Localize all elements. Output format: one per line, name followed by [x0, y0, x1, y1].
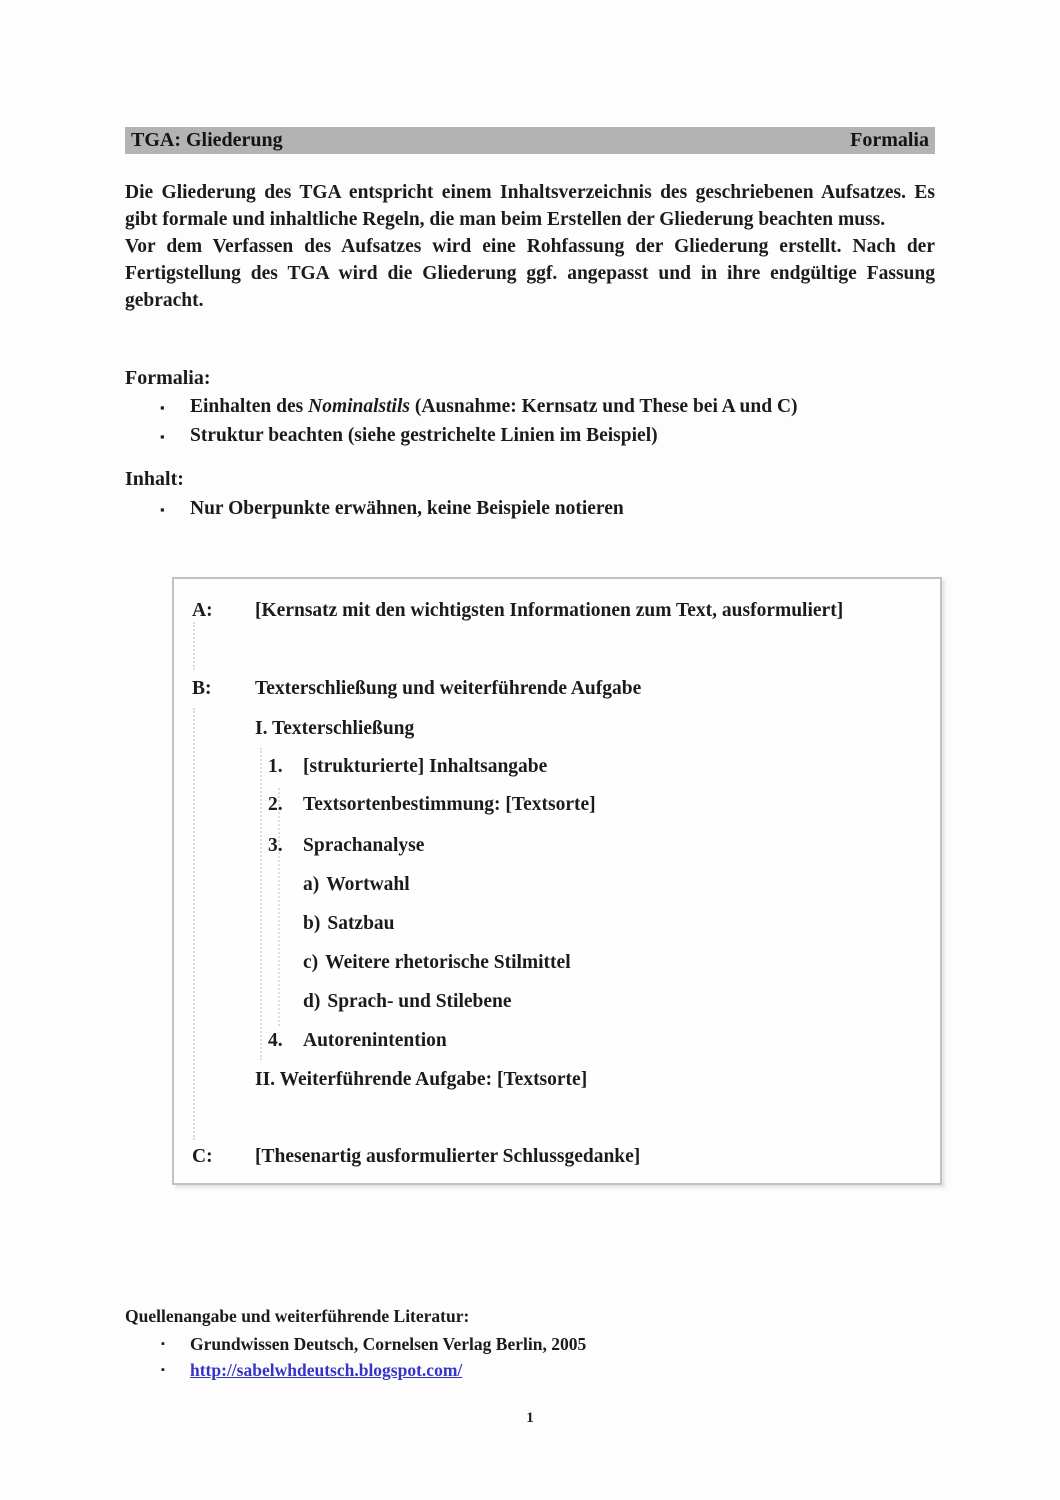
outline-text: Satzbau: [327, 913, 395, 934]
outline-section-1: I. Texterschließung: [255, 718, 415, 739]
item-number: 4.: [268, 1030, 283, 1051]
list-item: [125, 392, 955, 421]
list-item-text: Struktur beachten (siehe gestrichelte Linien im Beispiel): [190, 425, 658, 446]
list-item: [125, 494, 955, 523]
structure-dashed-line: [193, 622, 195, 670]
list-item-text: (Ausnahme: Kernsatz und These bei A und C): [410, 396, 798, 417]
bullet-icon: ▪: [160, 429, 165, 444]
outline-item-3: [268, 835, 424, 857]
outline-item-4: [268, 1030, 447, 1052]
outline-subitem-a: [303, 874, 410, 896]
bullet-icon: ▪: [161, 1338, 165, 1350]
outline-subitem-d: [303, 991, 512, 1013]
outline-box: [172, 577, 942, 1185]
item-number: 1.: [268, 756, 283, 777]
paragraph-2: Vor dem Verfassen des Aufsatzes wird eine Rohfassung der Gliederung erstellt. Nach der Fertigstellung des TGA wird die Gliederung ggf. angepasst und in ihre endgültige Fassung gebracht.: [125, 236, 935, 311]
structure-dashed-line: [278, 788, 280, 1026]
structure-dashed-line: [260, 748, 262, 1060]
outline-item-2: [268, 794, 596, 816]
source-link[interactable]: http://sabelwhdeutsch.blogspot.com/: [190, 1360, 463, 1380]
item-letter: c): [303, 952, 319, 973]
list-item-italic-text: Nominalstils: [308, 396, 410, 417]
outline-text: Autorenintention: [303, 1030, 447, 1051]
sources-list: [125, 1331, 885, 1383]
outline-row-c: [192, 1146, 640, 1168]
outline-text: Sprachanalyse: [303, 835, 425, 856]
sources-heading: Quellenangabe und weiterführende Literatur:: [125, 1306, 470, 1326]
outline-item-1: [268, 756, 547, 778]
doc-title: TGA: Gliederung: [131, 129, 283, 151]
outline-subitem-b: [303, 913, 395, 935]
outline-row-a: [192, 600, 843, 622]
outline-row-b: [192, 678, 641, 700]
paragraph-1: Die Gliederung des TGA entspricht einem Inhaltsverzeichnis des geschriebenen Aufsatzes. Es gibt formale und inhaltliche Regeln, die man beim Erstellen der Gliederung beachten muss.: [125, 182, 935, 230]
item-letter: d): [303, 991, 321, 1012]
formalia-list: [125, 392, 955, 450]
page-number: 1: [526, 1410, 534, 1426]
outline-text: Sprach- und Stilebene: [327, 991, 512, 1012]
list-item: [125, 1331, 885, 1357]
header-category-label: Formalia: [850, 129, 929, 151]
formalia-heading: Formalia:: [125, 367, 211, 389]
outline-text: [strukturierte] Inhaltsangabe: [303, 756, 548, 777]
outline-text: Texterschließung und weiterführende Aufgabe: [255, 678, 642, 699]
inhalt-heading: Inhalt:: [125, 468, 184, 490]
bullet-icon: ▪: [160, 502, 165, 517]
bullet-icon: ▪: [160, 400, 165, 415]
list-item: [125, 421, 955, 450]
list-item: [125, 1357, 885, 1383]
item-letter: a): [303, 874, 320, 895]
header-bar: [125, 127, 935, 154]
list-item-text: Einhalten des: [190, 396, 309, 417]
outline-label: A:: [192, 600, 213, 621]
intro-paragraphs: [125, 179, 935, 314]
outline-subitem-c: [303, 952, 571, 974]
outline-text: [Kernsatz mit den wichtigsten Informationen zum Text, ausformuliert]: [255, 600, 844, 621]
bullet-icon: ▪: [161, 1364, 165, 1376]
item-number: 2.: [268, 794, 283, 815]
outline-text: Textsortenbestimmung: [Textsorte]: [303, 794, 596, 815]
outline-text: Weitere rhetorische Stilmittel: [325, 952, 571, 973]
outline-label: C:: [192, 1146, 213, 1167]
outline-text: Wortwahl: [326, 874, 410, 895]
list-item-text: Nur Oberpunkte erwähnen, keine Beispiele notieren: [190, 498, 624, 519]
item-letter: b): [303, 913, 321, 934]
item-number: 3.: [268, 835, 283, 856]
source-text: Grundwissen Deutsch, Cornelsen Verlag Berlin, 2005: [190, 1334, 587, 1354]
outline-section-2: II. Weiterführende Aufgabe: [Textsorte]: [255, 1069, 588, 1090]
structure-dashed-line: [193, 708, 195, 1140]
inhalt-list: [125, 494, 955, 523]
outline-label: B:: [192, 678, 212, 699]
outline-text: [Thesenartig ausformulierter Schlussgedanke]: [255, 1146, 641, 1167]
